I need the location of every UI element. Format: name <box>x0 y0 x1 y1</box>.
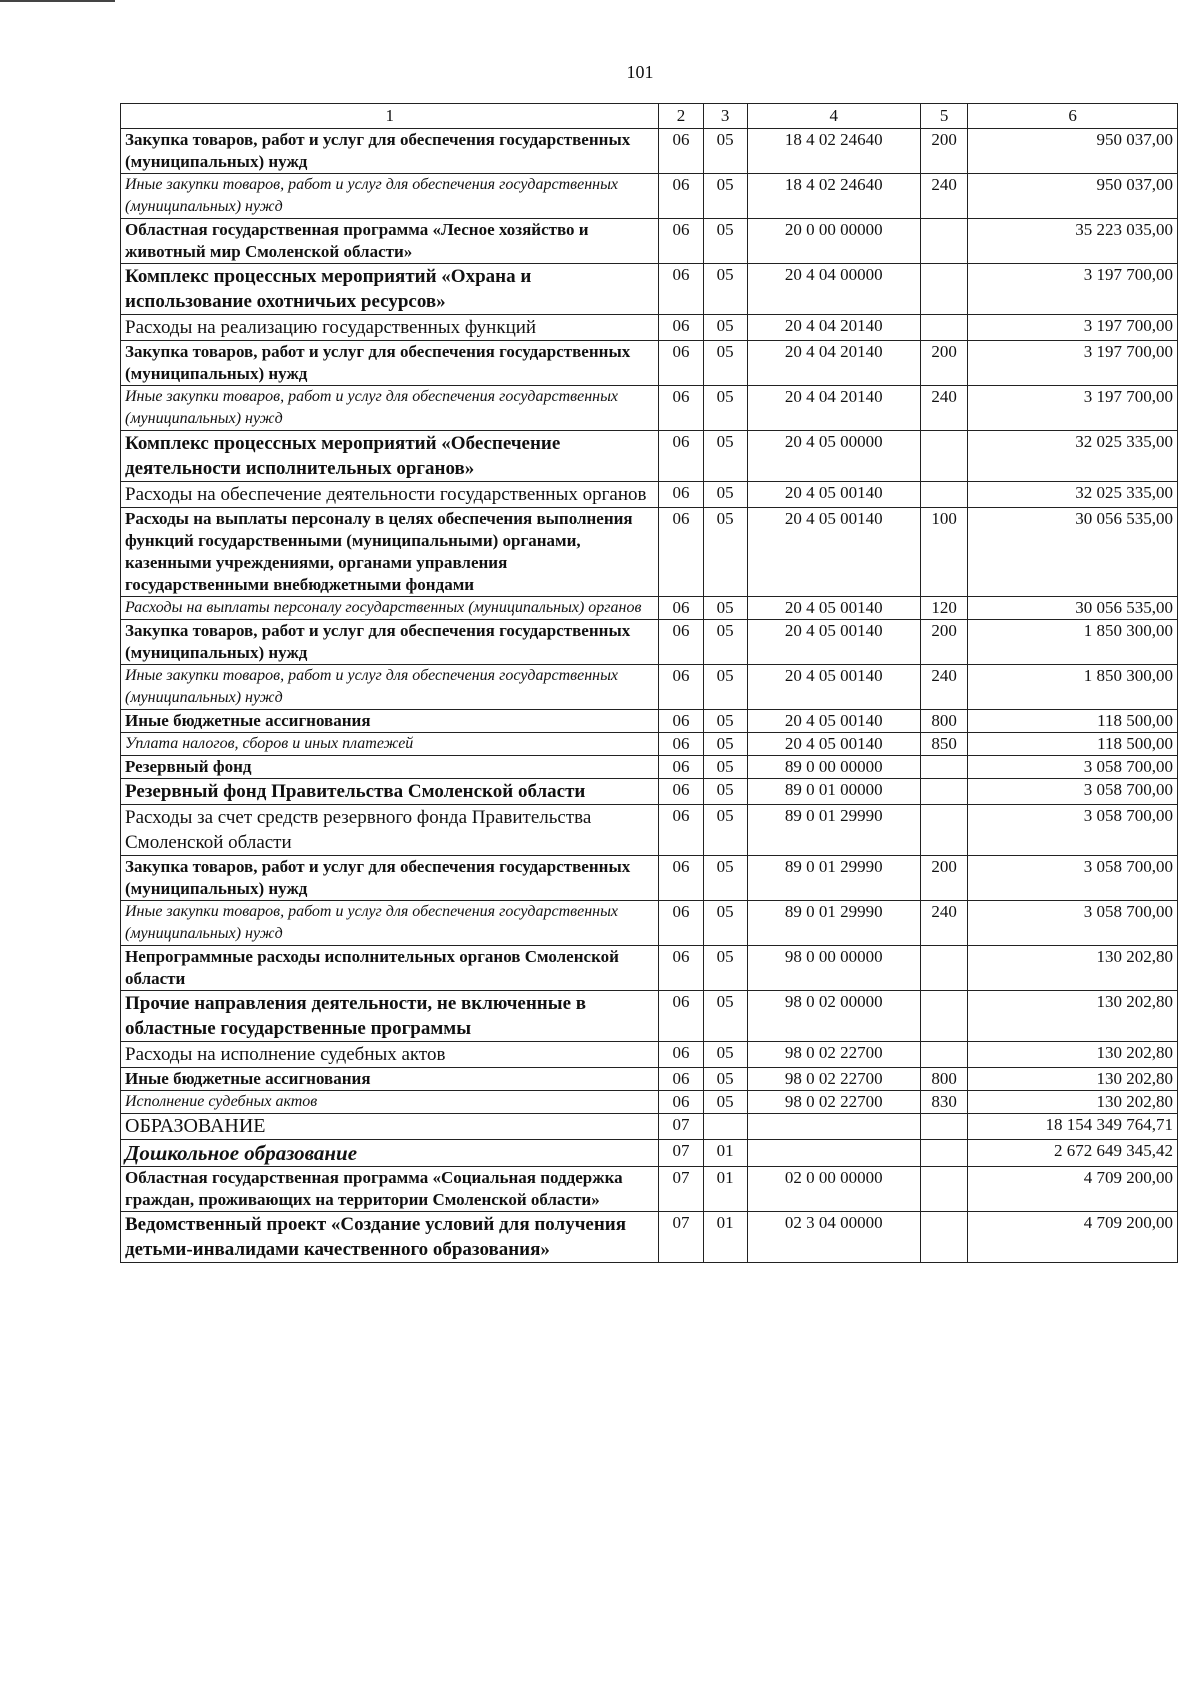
expense-type-cell <box>920 264 967 315</box>
table-row <box>121 508 1178 597</box>
target-article-cell: 89 0 01 29990 <box>747 805 920 856</box>
amount-cell: 3 058 700,00 <box>968 756 1178 779</box>
expense-type-cell <box>920 482 967 508</box>
expense-type-cell: 850 <box>920 733 967 756</box>
target-article-cell: 98 0 00 00000 <box>747 946 920 991</box>
subsection-code-cell: 05 <box>703 901 747 946</box>
section-code-cell: 06 <box>659 431 703 482</box>
amount-cell: 3 058 700,00 <box>968 779 1178 805</box>
section-code-cell: 06 <box>659 174 703 219</box>
section-code-cell: 06 <box>659 264 703 315</box>
section-code-cell: 06 <box>659 710 703 733</box>
expense-type-cell <box>920 991 967 1042</box>
amount-cell: 32 025 335,00 <box>968 431 1178 482</box>
amount-cell: 3 058 700,00 <box>968 856 1178 901</box>
target-article-cell: 20 4 04 20140 <box>747 315 920 341</box>
row-name-cell: Закупка товаров, работ и услуг для обеспечения государственных (муниципальных) нужд <box>121 620 659 665</box>
target-article-cell: 20 4 05 00140 <box>747 620 920 665</box>
amount-cell: 1 850 300,00 <box>968 620 1178 665</box>
subsection-code-cell: 05 <box>703 733 747 756</box>
expense-type-cell <box>920 946 967 991</box>
row-name-cell: Исполнение судебных актов <box>121 1091 659 1114</box>
target-article-cell: 98 0 02 00000 <box>747 991 920 1042</box>
table-row <box>121 431 1178 482</box>
expense-type-cell: 240 <box>920 665 967 710</box>
section-code-cell: 06 <box>659 901 703 946</box>
row-name-cell: Расходы на реализацию государственных функций <box>121 315 659 341</box>
subsection-code-cell: 05 <box>703 219 747 264</box>
subsection-code-cell: 01 <box>703 1140 747 1167</box>
row-name-cell: Иные закупки товаров, работ и услуг для обеспечения государственных (муниципальных) нужд <box>121 665 659 710</box>
expense-type-cell: 200 <box>920 856 967 901</box>
target-article-cell <box>747 1140 920 1167</box>
expense-type-cell <box>920 756 967 779</box>
subsection-code-cell: 05 <box>703 129 747 174</box>
section-code-cell: 06 <box>659 946 703 991</box>
amount-cell: 30 056 535,00 <box>968 597 1178 620</box>
expense-type-cell <box>920 1212 967 1263</box>
section-code-cell: 06 <box>659 597 703 620</box>
expense-type-cell <box>920 219 967 264</box>
row-name-cell: Закупка товаров, работ и услуг для обеспечения государственных (муниципальных) нужд <box>121 129 659 174</box>
expense-type-cell: 120 <box>920 597 967 620</box>
table-row <box>121 219 1178 264</box>
amount-cell: 30 056 535,00 <box>968 508 1178 597</box>
expense-type-cell <box>920 1140 967 1167</box>
amount-cell: 130 202,80 <box>968 1042 1178 1068</box>
target-article-cell: 20 4 05 00140 <box>747 597 920 620</box>
page-number: 101 <box>626 62 654 82</box>
target-article-cell <box>747 1114 920 1140</box>
section-code-cell: 06 <box>659 991 703 1042</box>
target-article-cell: 89 0 01 00000 <box>747 779 920 805</box>
row-name-cell: Резервный фонд <box>121 756 659 779</box>
subsection-code-cell: 05 <box>703 315 747 341</box>
target-article-cell: 20 4 04 20140 <box>747 386 920 431</box>
subsection-code-cell: 05 <box>703 174 747 219</box>
section-code-cell: 07 <box>659 1212 703 1263</box>
amount-cell: 32 025 335,00 <box>968 482 1178 508</box>
row-name-cell: ОБРАЗОВАНИЕ <box>121 1114 659 1140</box>
table-row <box>121 710 1178 733</box>
table-row <box>121 756 1178 779</box>
target-article-cell: 20 4 04 20140 <box>747 341 920 386</box>
target-article-cell: 98 0 02 22700 <box>747 1042 920 1068</box>
table-row <box>121 597 1178 620</box>
subsection-code-cell: 05 <box>703 597 747 620</box>
expense-type-cell <box>920 1114 967 1140</box>
subsection-code-cell: 05 <box>703 386 747 431</box>
subsection-code-cell: 05 <box>703 856 747 901</box>
section-code-cell: 06 <box>659 1091 703 1114</box>
section-code-cell: 06 <box>659 508 703 597</box>
amount-cell: 3 197 700,00 <box>968 386 1178 431</box>
table-row <box>121 129 1178 174</box>
column-header: 3 <box>703 104 747 129</box>
subsection-code-cell: 05 <box>703 946 747 991</box>
table-row <box>121 779 1178 805</box>
row-name-cell: Уплата налогов, сборов и иных платежей <box>121 733 659 756</box>
expense-type-cell <box>920 431 967 482</box>
column-header: 2 <box>659 104 703 129</box>
amount-cell: 18 154 349 764,71 <box>968 1114 1178 1140</box>
section-code-cell: 06 <box>659 779 703 805</box>
section-code-cell: 07 <box>659 1167 703 1212</box>
subsection-code-cell: 05 <box>703 1042 747 1068</box>
row-name-cell: Закупка товаров, работ и услуг для обеспечения государственных (муниципальных) нужд <box>121 341 659 386</box>
expense-type-cell: 830 <box>920 1091 967 1114</box>
target-article-cell: 98 0 02 22700 <box>747 1091 920 1114</box>
amount-cell: 4 709 200,00 <box>968 1167 1178 1212</box>
section-code-cell: 06 <box>659 219 703 264</box>
amount-cell: 3 197 700,00 <box>968 264 1178 315</box>
expense-type-cell: 800 <box>920 1068 967 1091</box>
section-code-cell: 07 <box>659 1114 703 1140</box>
top-rule <box>0 0 115 2</box>
section-code-cell: 06 <box>659 386 703 431</box>
section-code-cell: 06 <box>659 620 703 665</box>
row-name-cell: Комплекс процессных мероприятий «Обеспечение деятельности исполнительных органов» <box>121 431 659 482</box>
table-row <box>121 315 1178 341</box>
table-row <box>121 1091 1178 1114</box>
budget-table <box>120 103 1178 1263</box>
amount-cell: 130 202,80 <box>968 946 1178 991</box>
target-article-cell: 20 0 00 00000 <box>747 219 920 264</box>
table-row <box>121 174 1178 219</box>
table-row <box>121 620 1178 665</box>
column-number-row <box>121 104 1178 129</box>
amount-cell: 2 672 649 345,42 <box>968 1140 1178 1167</box>
row-name-cell: Областная государственная программа «Лесное хозяйство и животный мир Смоленской области» <box>121 219 659 264</box>
row-name-cell: Непрограммные расходы исполнительных органов Смоленской области <box>121 946 659 991</box>
row-name-cell: Комплекс процессных мероприятий «Охрана и использование охотничьих ресурсов» <box>121 264 659 315</box>
amount-cell: 950 037,00 <box>968 174 1178 219</box>
target-article-cell: 20 4 05 00140 <box>747 665 920 710</box>
row-name-cell: Иные бюджетные ассигнования <box>121 1068 659 1091</box>
amount-cell: 130 202,80 <box>968 1091 1178 1114</box>
target-article-cell: 89 0 01 29990 <box>747 856 920 901</box>
row-name-cell: Иные закупки товаров, работ и услуг для обеспечения государственных (муниципальных) нужд <box>121 901 659 946</box>
amount-cell: 130 202,80 <box>968 1068 1178 1091</box>
target-article-cell: 20 4 05 00140 <box>747 482 920 508</box>
subsection-code-cell: 05 <box>703 1091 747 1114</box>
amount-cell: 3 058 700,00 <box>968 805 1178 856</box>
subsection-code-cell: 05 <box>703 805 747 856</box>
table-row <box>121 733 1178 756</box>
subsection-code-cell: 05 <box>703 991 747 1042</box>
expense-type-cell: 240 <box>920 386 967 431</box>
section-code-cell: 06 <box>659 1068 703 1091</box>
subsection-code-cell: 05 <box>703 341 747 386</box>
section-code-cell: 06 <box>659 1042 703 1068</box>
section-code-cell: 06 <box>659 665 703 710</box>
section-code-cell: 06 <box>659 341 703 386</box>
target-article-cell: 98 0 02 22700 <box>747 1068 920 1091</box>
row-name-cell: Расходы на выплаты персоналу в целях обеспечения выполнения функций государственными (муниципальными) органами, казенными учреждениями, органами управления государственными внебюджетными фондами <box>121 508 659 597</box>
expense-type-cell: 200 <box>920 341 967 386</box>
section-code-cell: 07 <box>659 1140 703 1167</box>
target-article-cell: 18 4 02 24640 <box>747 129 920 174</box>
subsection-code-cell: 05 <box>703 779 747 805</box>
amount-cell: 4 709 200,00 <box>968 1212 1178 1263</box>
subsection-code-cell: 05 <box>703 620 747 665</box>
expense-type-cell: 240 <box>920 174 967 219</box>
subsection-code-cell: 05 <box>703 756 747 779</box>
row-name-cell: Расходы на обеспечение деятельности государственных органов <box>121 482 659 508</box>
expense-type-cell: 240 <box>920 901 967 946</box>
table-row <box>121 805 1178 856</box>
expense-type-cell <box>920 779 967 805</box>
table-body <box>121 129 1178 1263</box>
section-code-cell: 06 <box>659 756 703 779</box>
subsection-code-cell: 05 <box>703 508 747 597</box>
amount-cell: 1 850 300,00 <box>968 665 1178 710</box>
table-row <box>121 946 1178 991</box>
subsection-code-cell: 01 <box>703 1212 747 1263</box>
amount-cell: 35 223 035,00 <box>968 219 1178 264</box>
table-row <box>121 386 1178 431</box>
section-code-cell: 06 <box>659 482 703 508</box>
amount-cell: 3 197 700,00 <box>968 341 1178 386</box>
amount-cell: 3 197 700,00 <box>968 315 1178 341</box>
column-header: 6 <box>968 104 1178 129</box>
table-row <box>121 1167 1178 1212</box>
row-name-cell: Расходы за счет средств резервного фонда Правительства Смоленской области <box>121 805 659 856</box>
table-row <box>121 665 1178 710</box>
target-article-cell: 18 4 02 24640 <box>747 174 920 219</box>
column-header: 5 <box>920 104 967 129</box>
row-name-cell: Дошкольное образование <box>121 1140 659 1167</box>
table-row <box>121 1068 1178 1091</box>
amount-cell: 118 500,00 <box>968 733 1178 756</box>
target-article-cell: 89 0 01 29990 <box>747 901 920 946</box>
target-article-cell: 02 0 00 00000 <box>747 1167 920 1212</box>
expense-type-cell <box>920 315 967 341</box>
row-name-cell: Закупка товаров, работ и услуг для обеспечения государственных (муниципальных) нужд <box>121 856 659 901</box>
expense-type-cell: 100 <box>920 508 967 597</box>
subsection-code-cell: 05 <box>703 710 747 733</box>
target-article-cell: 02 3 04 00000 <box>747 1212 920 1263</box>
expense-type-cell <box>920 1042 967 1068</box>
table-row <box>121 991 1178 1042</box>
row-name-cell: Иные закупки товаров, работ и услуг для обеспечения государственных (муниципальных) нужд <box>121 386 659 431</box>
row-name-cell: Иные бюджетные ассигнования <box>121 710 659 733</box>
target-article-cell: 20 4 04 00000 <box>747 264 920 315</box>
row-name-cell: Ведомственный проект «Создание условий для получения детьми-инвалидами качественного образования» <box>121 1212 659 1263</box>
section-code-cell: 06 <box>659 856 703 901</box>
expense-type-cell: 200 <box>920 129 967 174</box>
section-code-cell: 06 <box>659 129 703 174</box>
expense-type-cell <box>920 1167 967 1212</box>
row-name-cell: Иные закупки товаров, работ и услуг для обеспечения государственных (муниципальных) нужд <box>121 174 659 219</box>
amount-cell: 3 058 700,00 <box>968 901 1178 946</box>
subsection-code-cell: 05 <box>703 665 747 710</box>
subsection-code-cell: 05 <box>703 264 747 315</box>
table-row <box>121 901 1178 946</box>
amount-cell: 130 202,80 <box>968 991 1178 1042</box>
table-row <box>121 856 1178 901</box>
target-article-cell: 20 4 05 00140 <box>747 508 920 597</box>
column-header: 4 <box>747 104 920 129</box>
target-article-cell: 20 4 05 00000 <box>747 431 920 482</box>
expense-type-cell: 800 <box>920 710 967 733</box>
amount-cell: 118 500,00 <box>968 710 1178 733</box>
row-name-cell: Расходы на исполнение судебных актов <box>121 1042 659 1068</box>
section-code-cell: 06 <box>659 733 703 756</box>
table-row <box>121 1140 1178 1167</box>
table-row <box>121 341 1178 386</box>
target-article-cell: 20 4 05 00140 <box>747 710 920 733</box>
expense-type-cell: 200 <box>920 620 967 665</box>
subsection-code-cell <box>703 1114 747 1140</box>
target-article-cell: 20 4 05 00140 <box>747 733 920 756</box>
row-name-cell: Расходы на выплаты персоналу государственных (муниципальных) органов <box>121 597 659 620</box>
table-row <box>121 264 1178 315</box>
table-row <box>121 1212 1178 1263</box>
subsection-code-cell: 05 <box>703 482 747 508</box>
target-article-cell: 89 0 00 00000 <box>747 756 920 779</box>
row-name-cell: Прочие направления деятельности, не включенные в областные государственные программы <box>121 991 659 1042</box>
table-row <box>121 482 1178 508</box>
section-code-cell: 06 <box>659 315 703 341</box>
amount-cell: 950 037,00 <box>968 129 1178 174</box>
subsection-code-cell: 05 <box>703 1068 747 1091</box>
subsection-code-cell: 05 <box>703 431 747 482</box>
expense-type-cell <box>920 805 967 856</box>
column-header: 1 <box>121 104 659 129</box>
row-name-cell: Резервный фонд Правительства Смоленской области <box>121 779 659 805</box>
section-code-cell: 06 <box>659 805 703 856</box>
table-row <box>121 1042 1178 1068</box>
table-row <box>121 1114 1178 1140</box>
row-name-cell: Областная государственная программа «Социальная поддержка граждан, проживающих на территории Смоленской области» <box>121 1167 659 1212</box>
subsection-code-cell: 01 <box>703 1167 747 1212</box>
